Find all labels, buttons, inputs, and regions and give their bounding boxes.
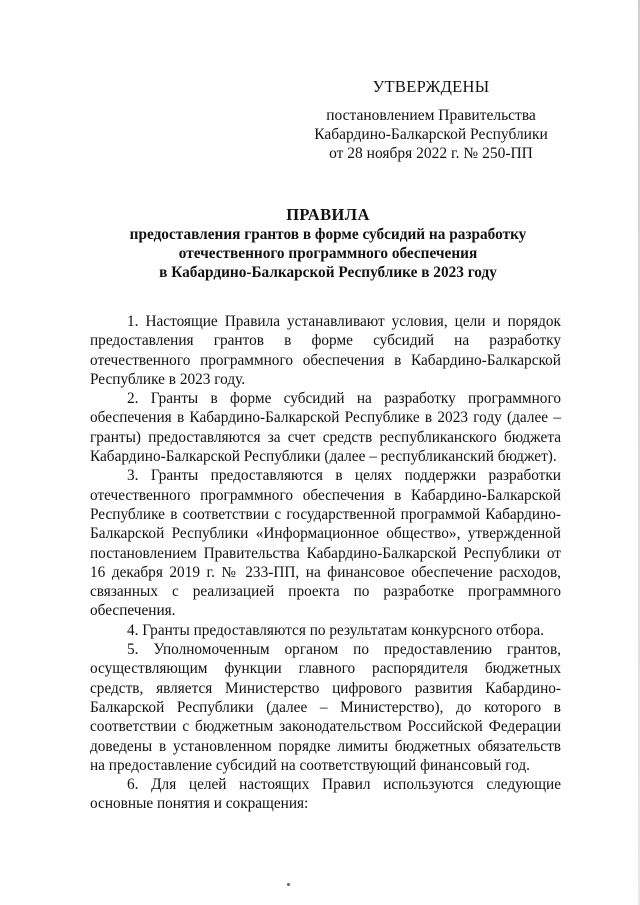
paragraph-2: 2. Гранты в форме субсидий на разработку программного обеспечения в Кабардино-Балкарской Республике в 2023 году (далее – гранты) предоставляются за счет средств республиканского бюджета Кабардино-Балкарской Республики (далее – республиканский бюджет). xyxy=(90,390,561,466)
paragraph-4: 4. Гранты предоставляются по результатам конкурсного отбора. xyxy=(127,621,544,639)
title-line-2: отечественного программного обеспечения xyxy=(178,245,478,262)
approval-line-date: от 28 ноября 2022 г. № 250-ПП xyxy=(329,145,533,162)
title-line-3: в Кабардино-Балкарской Республике в 2023 году xyxy=(159,264,497,281)
paragraph-1: 1. Настоящие Правила устанавливают условия, цели и порядок предоставления грантов в форме субсидий на разработку отечественного программного обеспечения в Кабардино-Балкарской Республике в 2023 году. xyxy=(90,313,561,388)
title-main: ПРАВИЛА xyxy=(286,205,370,224)
document-body xyxy=(90,312,561,814)
document-title xyxy=(88,205,568,282)
approval-line-republic: Кабардино-Балкарской Республики xyxy=(314,126,548,143)
approval-line-decree: постановлением Правительства xyxy=(326,107,536,124)
paragraph-6: 6. Для целей настоящих Правил используются следующие основные понятия и сокращения: xyxy=(90,776,561,813)
approval-block xyxy=(301,0,561,170)
paragraph-5: 5. Уполномоченным органом по предоставлению грантов, осуществляющим функции главного распорядителя бюджетных средств, является Министерство цифрового развития Кабардино-Балкарской Республики (далее – Министерство), до которого в соответствии с бюджетным законодательством Российской Федерации доведены в установленном порядке лимиты бюджетных обязательств на предоставление субсидий на соответствующий финансовый год. xyxy=(90,641,561,774)
paragraph-3: 3. Гранты предоставляются в целях поддержки разработки отечественного программного обеспечения в Кабардино-Балкарской Республике в соответствии с государственной программой Кабардино-Балкарской Республики «Информационное общество», утвержденной постановлением Правительства Кабардино-Балкарской Республики от 16 декабря 2019 г. № 233-ПП, на финансовое обеспечение расходов, связанных с реализацией проекта по разработке программного обеспечения. xyxy=(90,467,561,620)
title-line-1: предоставления грантов в форме субсидий на разработку xyxy=(129,226,527,243)
scan-dot xyxy=(287,883,290,886)
approval-stamp: УТВЕРЖДЕНЫ xyxy=(372,77,490,96)
